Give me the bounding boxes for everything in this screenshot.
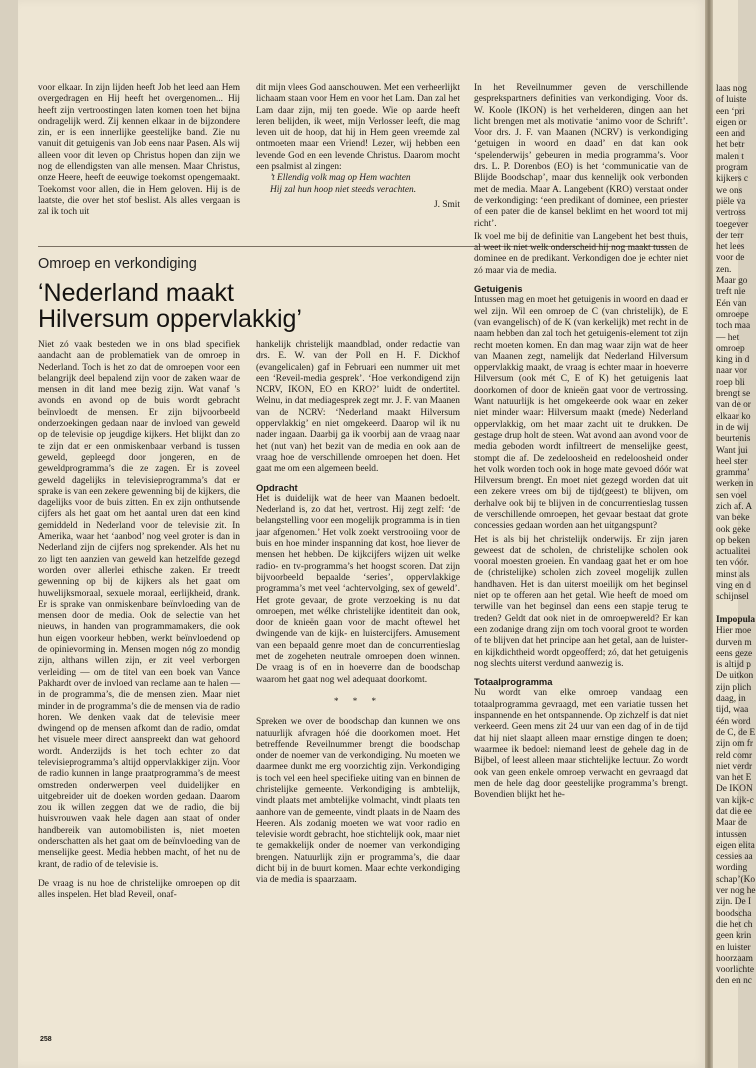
next-page-fragment: kijkers c — [716, 174, 749, 185]
next-page-fragment: De IKON — [716, 784, 753, 795]
psalm-quote — [256, 173, 460, 196]
next-page-fragment: durven m — [716, 637, 752, 648]
next-page-fragment: boodscha — [716, 908, 752, 919]
article-paragraph: In het Reveilnummer geven de verschillende gesprekspartners definities van verkondiging. Voor ds. W. Koole (IKON) is het verhelderen, dingen aan het licht brengen met als motivatie ‘animo voor de Schrift’. Voor drs. J. F. van Maanen (NCRV) is verkondiging ‘getuigen in woord en daad’ en dat kan ook ‘spelenderwijs’ gebeuren in media programma’s. Voor drs. L. P. Dorenbos (EO) is het ‘communicatie van de Blijde Boodschap’, maar dus kennelijk ook verbonden met de media. Maar A. Langebent (KRO) verstaat onder de verkondiging: ‘een predikant of dominee, een priester of een pater die de kansel beklimt en het woord tot mij richt’. — [474, 83, 688, 229]
next-page-fragment: zich af. A — [716, 501, 753, 512]
next-page-fragment: van beke — [716, 513, 750, 524]
next-page-fragment: wording — [716, 863, 748, 874]
next-page-fragment: en luister — [716, 942, 751, 953]
next-page-fragment: ver nog he — [716, 886, 756, 897]
next-page-fragment: zijn. De I — [716, 897, 752, 908]
next-page-fragment: zen. — [716, 264, 732, 275]
article-paragraph: De vraag is nu hoe de christelijke omroepen op dit alles inspelen. Het blad Reveil, onaf- — [38, 878, 240, 901]
next-page-fragment: in de wij — [716, 422, 749, 433]
next-page-fragment: Impopula — [716, 614, 756, 625]
next-page-fragment: reld comr — [716, 750, 753, 761]
next-page-fragment: een and — [716, 129, 745, 140]
next-page-fragment — [713, 604, 738, 615]
next-page-fragment: tijd, waa — [716, 705, 749, 716]
next-page-fragment: omroepe — [716, 309, 749, 320]
next-page-fragment: van de or — [716, 400, 751, 411]
next-page-fragment: vertross — [716, 208, 746, 219]
article-paragraph: Het is als bij het christelijk onderwijs. Er zijn jaren geweest dat de scholen, de christelijke scholen ook vooral moesten groeien. En vandaag gaat het er om hoe de (christelijke) scholen zich zoveel mogelijk zullen handhaven. Het is dan uiterst moeilijk om het beginsel niet op te offeren aan het getal. Wie heeft de moed om terwille van het beginsel dan eens een stapje terug te treden? Geldt dat ook niet in de omroepwereld? Er kan een zodanige drang zijn om toch vooral groot te worden of te blijven dat het principe aan het getal, aan de luister- en kijkdichtheid wordt opgeofferd; zó, dat het getuigenis nog slechts uiterst verdund aanwezig is. — [474, 534, 688, 669]
article-paragraph: Nu wordt van elke omroep vandaag een totaalprogramma gevraagd, met een variatie tussen het inspannende en het ontspannende. Op zichzelf is dat niet verkeerd. Geen mens zit 24 uur van een dag of in de tijd dat hij niet slaapt alleen maar ernstige dingen te doen; waarmee ik bedoel: niemand leest de gehele dag in de Bijbel, of leest alleen maar stichtelijke lectuur. Zo wordt ook van geen enkele omroep verwacht en gevraagd dat men de hele dag door geestelijke programma’s brengt. Bovendien blijkt het he- — [474, 688, 688, 801]
article-paragraph: Het is duidelijk wat de heer van Maanen bedoelt. Nederland is, zo dat het, vertrost. Hij zegt zelf: ‘de belangstelling voor een mogelijk programma is in tien jaar afgenomen.’ Het volk zoekt verstrooiing voor de buis en hoe minder inspanning dat kost, hoe liever de mensen het hebben. De kijkcijfers wijzen uit welke radio- en tv-programma’s het hoogst scoren. Dat zijn bijvoorbeeld bepaalde ‘series’, oppervlakkige programma’s met veel ‘achtervolging, sex of geweld’. Het grote gevaar, de grote verzoeking is nu dat omroepen, met wélke christelijke identiteit dan ook, door de knieën gaan voor de macht oftewel het dwingende van de kijk- en luistercijfers. Amusement van een bepaald genre moet dan de concurrentieslag met de zogeheten neutrale omroepen doen winnen. De vraag is of en in hoeverre dan de boodschap waarom het gaat nog wel adequaat doorkomt. — [256, 493, 460, 685]
next-page-fragment: we ons — [716, 185, 743, 196]
next-page-fragment: actualitei — [716, 547, 751, 558]
top-column-2 — [256, 83, 460, 211]
next-page-fragment: ten vóór. — [716, 558, 749, 569]
article-paragraph: Ik voel me bij de definitie van Langebent het best thuis, al weet ik niet welk onderscheid hij nog maakt tussen de dominee en de predikant. Verkondigen doe je echter niet zó maar via de media. — [474, 231, 688, 276]
article-paragraph: Intussen mag en moet het getuigenis in woord en daad er wel zijn. Wil een omroep de C (van christelijk), de E (van evangelisch) of de K (van kerkelijk) met recht in de naam hebben dan zal toch het getuigenis-element tot zijn recht moeten komen. En dan mag waar zijn wat de heer van Maanen zegt, namelijk dat Nederland Hilversum oppervlakkig maakt, de vraag is echter maar in hoeverre Hilversum (ook mét C, E of K) het getuigenis laat doorkomen of door de knieën gaat voor de vertrossing. Want natuurlijk is het omgekeerde ook waar en zeker niet minder waar: Hilversum maakt (mede) Nederland oppervlakkig, om het maar zacht uit te drukken. De gestage drup holt de steen. Wat avond aan avond voor de media geboden wordt infiltreert de menselijke geest, stompt die af. De zedeloosheid en redeloosheid onder het volk worden toch ook in hoge mate gevoed dóór wat Hilversum brengt. En moet niet gezegd worden dat uit een zekere vrees om bij de tijd(geest) te blijven, om derhalve ook bij te blijven in de concurrentieslag tussen de verschillende omroepen, het gevaar bestaat dat grote concessies gedaan worden aan het uitgangspunt? — [474, 295, 688, 532]
next-page-fragment: van het E — [716, 773, 752, 784]
next-page-fragment: omroep — [716, 343, 745, 354]
next-page-fragment: geen krin — [716, 931, 752, 942]
article-column-3 — [474, 83, 688, 801]
next-page-fragment: dat die ee — [716, 807, 752, 817]
next-page-fragment: op beken — [716, 535, 751, 546]
next-page-fragment: die het ch — [716, 919, 753, 930]
subheading-totaalprogramma: Totaalprogramma — [474, 676, 553, 688]
top-col2-text: dit mijn vlees God aanschouwen. Met een verheerlijkt lichaam staan voor Hem en voor het Lam. Dan zal het Lam daar zijn, mij ten goede. Wie op aarde heeft leren belijden, ik weet, mijn Verlosser leeft, die mag leven uit de hoop, dat hij in Hem geen vreemde zal ontmoeten maar een Vriend! Lezer, wij hebben een levende God en een levende Christus. Daarom mocht een psalmist al zingen: — [256, 83, 460, 173]
page-gutter — [705, 0, 713, 1068]
next-page-fragment: voorlichte — [716, 965, 755, 976]
next-page-fragment: voor de — [716, 253, 745, 264]
next-page-fragment: is altijd p — [716, 660, 751, 671]
quote-line-2: Hij zal hun hoop niet steeds verachten. — [270, 184, 417, 195]
next-page-fragment: roep bli — [716, 377, 745, 388]
next-page-fragment: of luiste — [716, 95, 747, 106]
next-page-fragment: treft nie — [716, 287, 746, 298]
next-page-fragment: het betr — [716, 140, 745, 151]
article-column-1 — [38, 340, 240, 902]
next-page-fragment: de C, de E — [716, 727, 756, 738]
article-paragraph: Niet zó vaak besteden we in ons blad specifiek aandacht aan de problematiek van de omroep in Nederland. Toch is het zo dat de omroepen voor een belangrijk deel bepalend zijn voor de zaken waar de mensen in dit land mee bezig zijn. Wat vanaf 's avonds en avond op de buis wordt gebracht beïnvloedt de mensen. Er zijn bijvoorbeeld onderzoekingen gedaan naar de invloed van geweld op de televisie op jeugdige kijkers. Het blijkt dan zo te zijn dat er een onmiskenbaar verband is tussen geweld, gepleegd door jongeren, en de geweldprogramma’s die ze zagen. Er is zoveel geweld dagelijks in televisieprogramma’s dat er sprake is van een zekere gewenning bij de kijkers, die dagelijks voor de buis zitten. En ex zijn onthutsende cijfers als het gaat om het aantal uren dat een kind gemiddeld in Nederland voor de televisie zit. In Amerika, waar het ‘aanbod’ nog veel groter is dan in Nederland zijn de cijfers nog sprekender. Als het nu zo ligt ten aanzien van geweld kan hetzelfde gezegd worden over allerlei ethische zaken. Er treedt gewenning op bij de kijkers als het gaat om huwelijksmoraal, sexuele moraal, eerlijkheid, drank. Er is sprake van onmiskenbare beïnvloeding van de mensen door de media. Ook de selectie van het nieuws, in handen van programmamakers, die ook hun eigen voorkeur hebben, werkt beïnvloedend op de opinievorming in. Mensen mogen nóg zo mondig zijn, althans willen zijn, er zit veel verborgen verleiding — om de titel van een boek van Vance Pakhardt over de invloed van reclame aan te halen — in de programma’s, die de mensen zien. Maar niet minder in de programma’s die de mensen via de radio horen. We denken vaak dat de televisie meer dwingend op de mensen afkomt dan de radio, omdat het visuele meer direct aanspreekt dan wat gehoord wordt. Anderzijds is het toch echter zo dat televisieprogramma’s altijd oppervlakkiger zijn. Voor de radio kunnen in lange praatprogramma’s de meest omstreden onderwerpen veel duidelijker en uitgebreider uit de doeken worden gedaan. Daarom zou ik willen zeggen dat we de radio, die bij huisvrouwen vaak hele dagen aan staat of onder handbereik van automobilisten is, niet moeten onderschatten als het gaat om de beïnvloeding van de menselijke geest. Media hebben macht, of het nu de krant, de radio of de televisie is. — [38, 340, 241, 870]
article-headline: ‘Nederland maakt Hilversum oppervlakkig’ — [38, 279, 302, 333]
next-page-fragment: Maar go — [716, 276, 748, 287]
next-page-fragment: van kijk-c — [716, 795, 754, 806]
subheading-opdracht: Opdracht — [256, 481, 298, 493]
next-page-fragment: een ‘pri — [716, 106, 745, 117]
next-page-fragment: gramma’ — [716, 468, 750, 479]
next-page-fragment: schijnsel — [716, 592, 749, 603]
next-page-fragment: eigen elita — [716, 840, 755, 851]
article-paragraph: hankelijk christelijk maandblad, onder redactie van drs. E. W. van der Poll en H. F. Dickhof (evangelicalen) gaf in Februari een nummer uit met een ‘Reveil-media gesprek’. ‘Hoe verkondigend zijn NCRV, IKON, EO en KRO?’ luidt de ondertitel. Welnu, in dat mediagesprek zegt mr. J. F. van Maanen van de NCRV: ‘Nederland maakt Hilversum oppervlakkig’ en niet omgekeerd. Daarop wil ik nu nader ingaan. Daarbij ga ik voorbij aan de vraag naar het (nut van) het bezit van de media en ook aan de vraag hoe de verschillende omroepen het doen. Het gaat me om een algemeen beeld. — [256, 340, 460, 475]
next-page-fragment: niet verdr — [716, 761, 753, 772]
next-page-fragment: king in d — [716, 355, 750, 366]
next-page-fragment: cessies aa — [716, 852, 753, 863]
section-kicker: Omroep en verkondiging — [38, 256, 197, 272]
next-page-fragment: toegever — [716, 219, 749, 230]
next-page-fragment: daag, in — [716, 694, 746, 705]
next-page-fragment: den en nc — [716, 976, 752, 987]
next-page-fragment: piële va — [716, 196, 746, 207]
next-page-fragment: toch maa — [716, 321, 751, 332]
article-paragraph: Spreken we over de boodschap dan kunnen we ons natuurlijk afvragen hóé die doorkomen moet. Het betreffende Reveilnummer brengt die boodschap onder de noemer van de verkondiging. Nu moeten we daarmee dunkt me erg voorzichtig zijn. Verkondiging is toch vel een heel specifieke uiting van en binnen de christelijke gemeente. Verkondiging is ambtelijk, vindt plaats met ambtelijke volmacht, vindt plaats ten aanhore van de gemeente, vindt plaats in de Naam des Heeren. Als zodanig moeten we wat voor radio en televisie wordt gebracht, hoe stichtelijk ook, maar niet te gemakkelijk onder de noemer van verkondiging brengen. Natuurlijk zijn er programma’s, die daar dicht bij in de buurt komen. Maar echte verkondiging via de media is spaarzaam. — [256, 717, 460, 886]
next-page-fragment: — het — [716, 332, 740, 343]
next-page-fragment: naar vor — [716, 366, 747, 377]
article-column-2 — [256, 340, 460, 887]
next-page-fragment: Eén van — [716, 298, 747, 309]
next-page-fragment: heel ster — [716, 456, 748, 467]
next-page-fragment: zijn om fr — [716, 739, 753, 750]
next-page-fragment: Hier moe — [716, 626, 752, 637]
next-page-fragment: Want jui — [716, 445, 748, 456]
next-page-fragment: malen t — [716, 151, 744, 162]
next-page-fragment: één word — [716, 716, 751, 727]
next-page-fragment: intussen — [716, 829, 747, 840]
next-page-fragment: schap’(Ko — [716, 874, 756, 885]
next-page-fragment: sen voel — [716, 490, 747, 501]
top-column-1 — [38, 83, 240, 219]
next-page-fragment: ook geke — [716, 524, 751, 535]
next-page-fragment: minst als — [716, 569, 750, 580]
next-page-fragment: laas nog — [716, 84, 747, 94]
section-break-stars: * * * — [334, 695, 382, 706]
next-page-fragment: hoorzaam — [716, 953, 753, 964]
next-page-fragment: der terr — [716, 230, 744, 241]
page-number: 258 — [40, 1036, 52, 1043]
next-page-fragment: De uitkon — [716, 671, 754, 682]
next-page-edge — [713, 0, 756, 1068]
next-page-fragment: ving en d — [716, 581, 751, 592]
next-page-fragment: eens geze — [716, 648, 753, 659]
next-page-fragment: program — [716, 163, 748, 174]
top-col1-text: voor elkaar. In zijn lijden heeft Job het leed aan Hem overgedragen en Hij heeft het overgenomen... Hij heeft zijn vertroostingen laten komen toen het bijna ondragelijk werd. Zij kennen elkaar in de bijzondere zin, er is een innerlijke geestelijke band. Zie nu vanuit dit getuigenis van Job eens naar Pasen. Als wij alleen voor dit leven op Christus hopen dan zijn we nog de ellendigsten van alle mensen. Maar Christus, onze Heere, heeft de eeuwige toekomst opengemaakt. Toekomst voor allen, die in Hem geloven. Hij is de laatste, die over het stof beslist. Als alles vergaan is zal ik toch uit — [38, 83, 240, 218]
quote-line-1: ’t Ellendig volk mag op Hem wachten — [270, 173, 411, 184]
next-page-fragment: elkaar ko — [716, 411, 751, 422]
subheading-getuigenis: Getuigenis — [474, 283, 523, 295]
next-page-fragment: brengt se — [716, 389, 751, 400]
next-page-fragment: beurtenis — [716, 434, 751, 445]
next-page-fragment: werken in — [716, 479, 754, 490]
author-signature: J. Smit — [433, 199, 460, 210]
next-page-fragment: zijn plich — [716, 682, 752, 693]
next-page-fragment: het lees — [716, 242, 745, 253]
next-page-fragment: Maar de — [716, 818, 747, 829]
next-page-fragment: eigen or — [716, 117, 747, 128]
